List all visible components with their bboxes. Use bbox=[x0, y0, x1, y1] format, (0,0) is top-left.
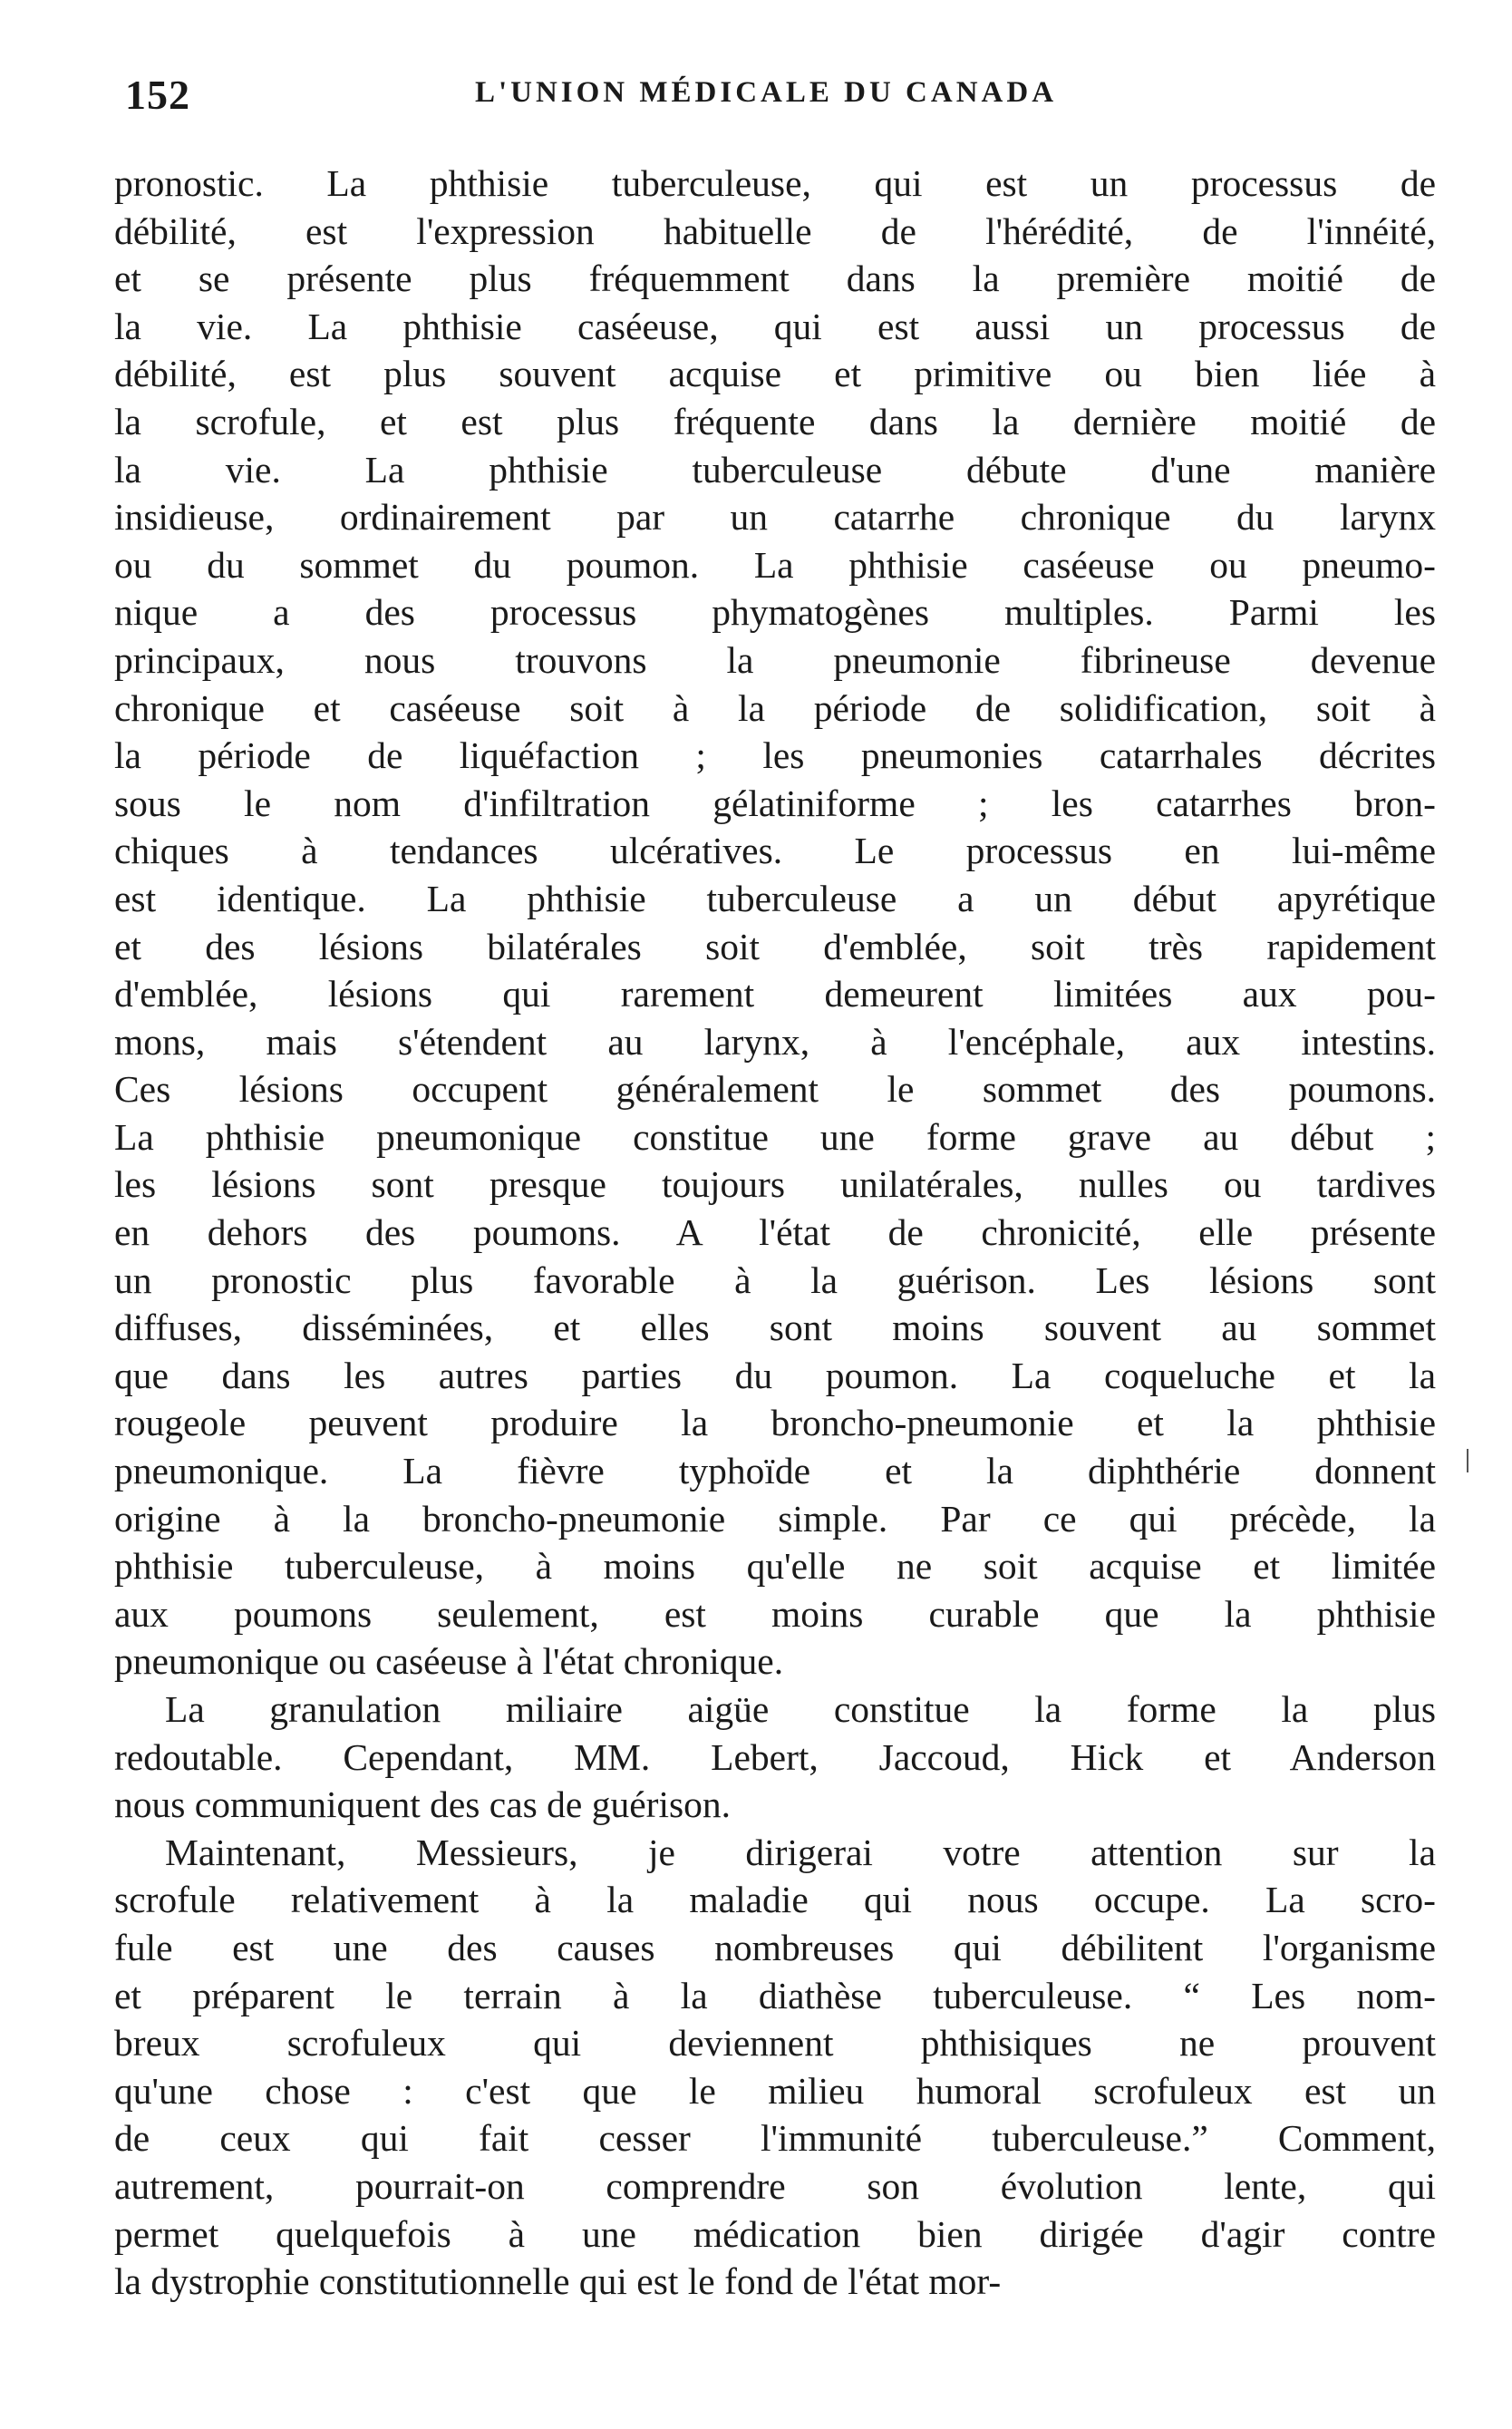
text-line: chronique et caséeuse soit à la période de solidification, soit à bbox=[114, 686, 1436, 729]
text-line: ou du sommet du poumon. La phthisie caséeuse ou pneumo- bbox=[114, 543, 1436, 586]
text-line: est identique. La phthisie tuberculeuse a un début apyrétique bbox=[114, 877, 1436, 919]
text-line: aux poumons seulement, est moins curable que la phthisie bbox=[114, 1592, 1436, 1635]
text-line: origine à la broncho-pneumonie simple. Par ce qui précède, la bbox=[114, 1497, 1436, 1540]
text-line: insidieuse, ordinairement par un catarrhe chronique du larynx bbox=[114, 496, 1436, 539]
text-line: Ces lésions occupent généralement le sommet des poumons. bbox=[114, 1068, 1436, 1111]
text-line: d'emblée, lésions qui rarement demeurent limitées aux pou- bbox=[114, 973, 1436, 1015]
running-head bbox=[96, 71, 1436, 129]
paragraph bbox=[114, 1829, 1436, 2306]
text-line: débilité, est l'expression habituelle de l'hérédité, de l'innéité, bbox=[114, 209, 1436, 252]
book-page bbox=[96, 71, 1436, 2306]
text-line: fule est une des causes nombreuses qui débilitent l'organisme bbox=[114, 1926, 1436, 1968]
text-line: la dystrophie constitutionnelle qui est le fond de l'état mor- bbox=[114, 2260, 1002, 2303]
text-line: rougeole peuvent produire la broncho-pneumonie et la phthisie bbox=[114, 1402, 1436, 1444]
text-line: débilité, est plus souvent acquise et primitive ou bien liée à bbox=[114, 353, 1436, 395]
text-line: la vie. La phthisie caséeuse, qui est aussi un processus de bbox=[114, 305, 1436, 347]
text-line: principaux, nous trouvons la pneumonie fibrineuse devenue bbox=[114, 638, 1436, 681]
text-line: pronostic. La phthisie tuberculeuse, qui est un processus de bbox=[114, 162, 1436, 204]
text-line: scrofule relativement à la maladie qui nous occupe. La scro- bbox=[114, 1879, 1436, 1921]
body-text bbox=[96, 160, 1436, 2306]
text-line: un pronostic plus favorable à la guérison. Les lésions sont bbox=[114, 1258, 1436, 1301]
text-line: et préparent le terrain à la diathèse tuberculeuse. “ Les nom- bbox=[114, 1974, 1436, 2016]
text-line: autrement, pourrait-on comprendre son évolution lente, qui bbox=[114, 2164, 1436, 2207]
paragraph bbox=[114, 1686, 1436, 1829]
text-line: qu'une chose : c'est que le milieu humoral scrofuleux est un bbox=[114, 2069, 1436, 2112]
text-line: et des lésions bilatérales soit d'emblée, soit très rapidement bbox=[114, 925, 1436, 967]
text-line: les lésions sont presque toujours unilatérales, nulles ou tardives bbox=[114, 1163, 1436, 1206]
text-line: la vie. La phthisie tuberculeuse débute d'une manière bbox=[114, 448, 1436, 491]
margin-mark bbox=[1467, 1449, 1468, 1472]
text-line: permet quelquefois à une médication bien dirigée d'agir contre bbox=[114, 2212, 1436, 2255]
text-line: la scrofule, et est plus fréquente dans la dernière moitié de bbox=[114, 400, 1436, 442]
text-line: pneumonique. La fièvre typhoïde et la diphthérie donnent bbox=[114, 1450, 1436, 1492]
text-line: en dehors des poumons. A l'état de chronicité, elle présente bbox=[114, 1211, 1436, 1254]
page-number: 152 bbox=[125, 72, 190, 118]
journal-title: L'UNION MÉDICALE DU CANADA bbox=[474, 76, 1058, 109]
text-line: nique a des processus phymatogènes multiples. Parmi les bbox=[114, 591, 1436, 634]
text-line: sous le nom d'infiltration gélatiniforme ; les catarrhes bron- bbox=[114, 782, 1436, 824]
text-line: la période de liquéfaction ; les pneumonies catarrhales décrites bbox=[114, 734, 1436, 777]
text-line: de ceux qui fait cesser l'immunité tuberculeuse.” Comment, bbox=[114, 2117, 1436, 2160]
text-line: pneumonique ou caséeuse à l'état chronique. bbox=[114, 1640, 784, 1683]
text-line: nous communiquent des cas de guérison. bbox=[114, 1783, 732, 1826]
text-line: et se présente plus fréquemment dans la première moitié de bbox=[114, 257, 1436, 300]
text-line: diffuses, disséminées, et elles sont moins souvent au sommet bbox=[114, 1307, 1436, 1349]
text-line: Maintenant, Messieurs, je dirigerai votre attention sur la bbox=[165, 1831, 1436, 1873]
text-line: mons, mais s'étendent au larynx, à l'encéphale, aux intestins. bbox=[114, 1020, 1436, 1063]
text-line: breux scrofuleux qui deviennent phthisiques ne prouvent bbox=[114, 2022, 1436, 2065]
text-line: que dans les autres parties du poumon. La coqueluche et la bbox=[114, 1354, 1436, 1396]
text-line: chiques à tendances ulcératives. Le processus en lui-même bbox=[114, 830, 1436, 872]
text-line: La phthisie pneumonique constitue une forme grave au début ; bbox=[114, 1115, 1436, 1158]
paragraph bbox=[114, 160, 1436, 1686]
text-line: redoutable. Cependant, MM. Lebert, Jaccoud, Hick et Anderson bbox=[114, 1735, 1436, 1778]
text-line: phthisie tuberculeuse, à moins qu'elle ne soit acquise et limitée bbox=[114, 1545, 1436, 1588]
text-line: La granulation miliaire aigüe constitue la forme la plus bbox=[165, 1688, 1436, 1730]
